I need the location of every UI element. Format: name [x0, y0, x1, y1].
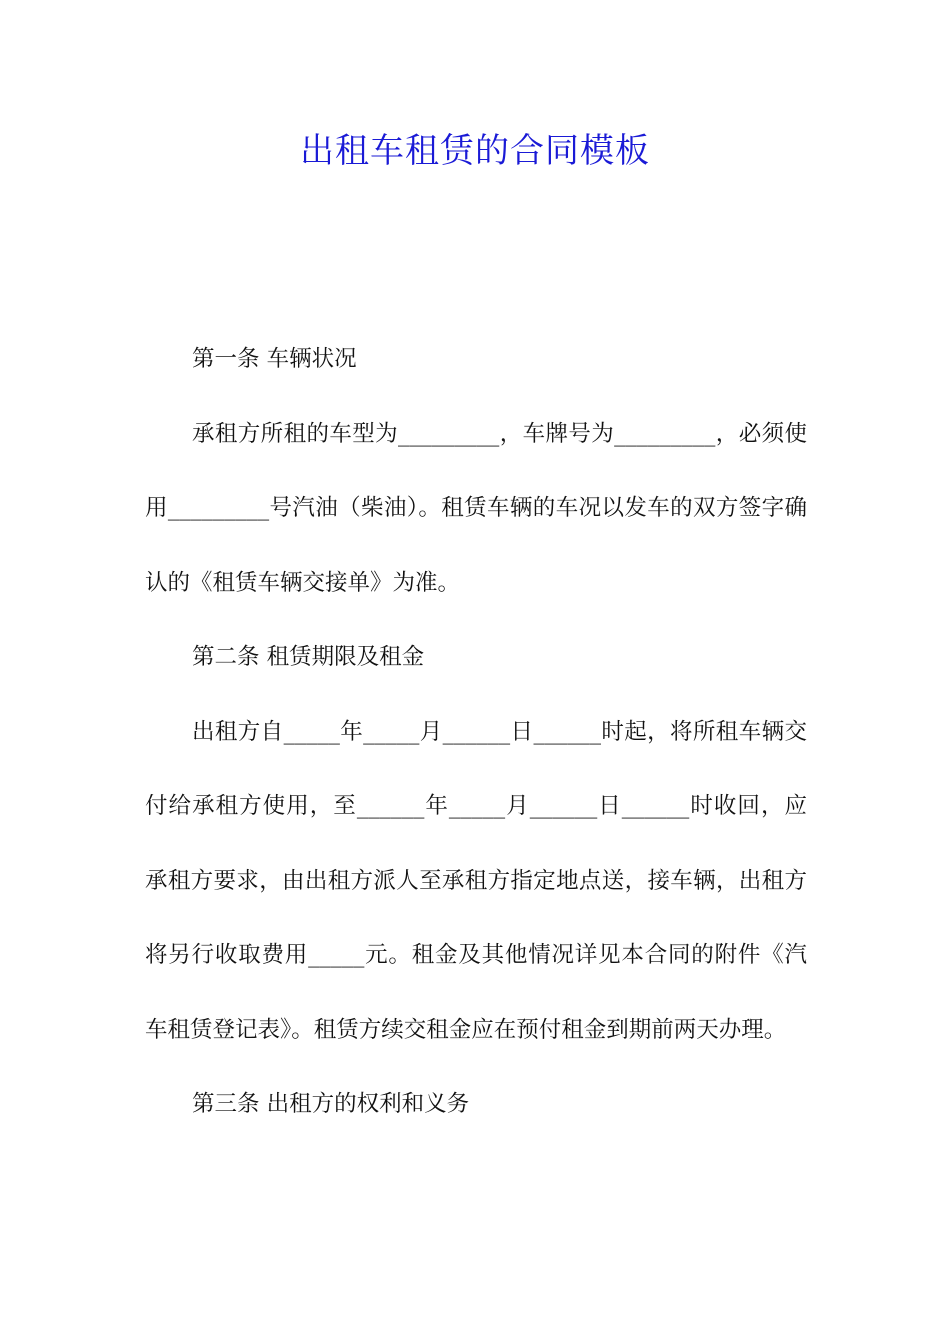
document-body: [145, 322, 807, 1142]
article-1-heading: 第一条 车辆状况: [192, 346, 357, 372]
article-2-paragraph: 出租方自_____年_____月______日______时起，将所租车辆交付给承租方使用，至______年_____月______日______时收回，应承租方要求，由出租方派人至承租方指定地点送，接车辆，出租方将另行收取费用_____元。租金及其他情况详见本合同的附件《汽车租赁登记表》。租赁方续交租金应在预付租金到期前两天办理。: [145, 718, 807, 1043]
article-1-paragraph: 承租方所租的车型为_________，车牌号为_________，必须使用_________号汽油（柴油）。租赁车辆的车况以发车的双方签字确认的《租赁车辆交接单》为准。: [145, 420, 807, 596]
article-3-heading: 第三条 出租方的权利和义务: [192, 1091, 470, 1117]
article-2-heading: 第二条 租赁期限及租金: [192, 644, 425, 670]
document-title: 出租车租赁的合同模板: [300, 131, 650, 171]
